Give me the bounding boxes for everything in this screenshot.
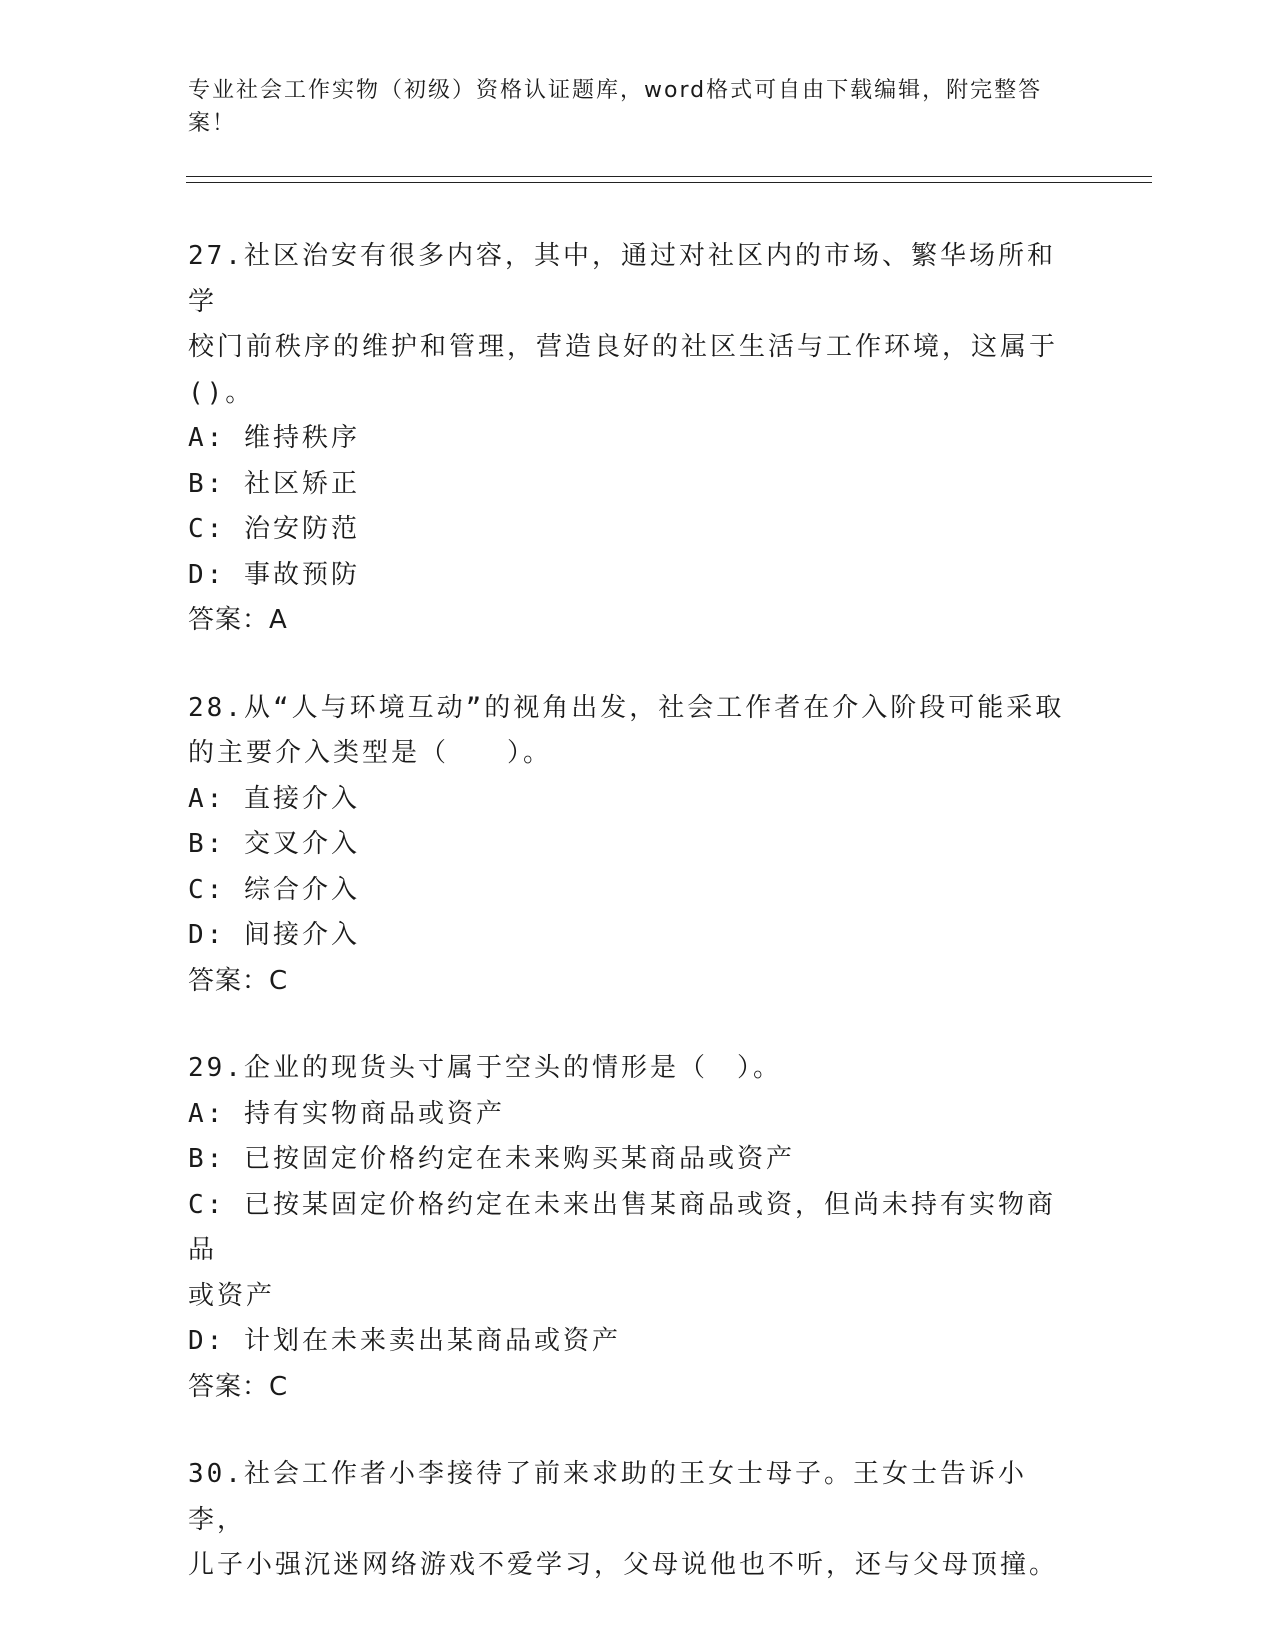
option-c: C: 已按某固定价格约定在未来出售某商品或资，但尚未持有实物商品	[188, 1189, 1056, 1265]
answer: 答案：A	[188, 605, 288, 635]
question-stem: 28.从“人与环境互动”的视角出发，社会工作者在介入阶段可能采取	[188, 692, 1065, 723]
question-stem: 儿子小强沉迷网络游戏不爱学习，父母说他也不听，还与父母顶撞。	[188, 1550, 1059, 1580]
option-b: B: 已按固定价格约定在未来购买某商品或资产	[188, 1144, 795, 1174]
option-a: A: 维持秩序	[188, 423, 360, 453]
question-stem: 校门前秩序的维护和管理，营造良好的社区生活与工作环境，这属于	[188, 332, 1059, 362]
option-b: B: 交叉介入	[188, 829, 360, 859]
question-stem: 27.社区治安有很多内容，其中，通过对社区内的市场、繁华场所和学	[188, 241, 1056, 317]
header-line: 专业社会工作实物（初级）资格认证题库，word格式可自由下载编辑，附完整答	[188, 78, 1043, 103]
option-d: D: 事故预防	[188, 559, 360, 590]
document-header	[188, 74, 1068, 140]
option-d: D: 计划在未来卖出某商品或资产	[188, 1326, 621, 1356]
option-c: C: 综合介入	[188, 874, 360, 905]
answer: 答案：C	[188, 1371, 289, 1402]
question-28	[188, 686, 1068, 1005]
question-30	[188, 1452, 1068, 1589]
option-b: B: 社区矫正	[188, 468, 360, 499]
question-29	[188, 1046, 1068, 1410]
option-c-continued: 或资产	[188, 1280, 276, 1311]
question-stem: 29.企业的现货头寸属于空头的情形是（ ）。	[188, 1053, 782, 1083]
header-divider	[186, 182, 1152, 183]
option-d: D: 间接介入	[188, 920, 360, 950]
question-stem: 30.社会工作者小李接待了前来求助的王女士母子。王女士告诉小李，	[188, 1459, 1027, 1535]
header-line: 案！	[188, 111, 237, 136]
answer: 答案：C	[188, 965, 289, 996]
question-list	[188, 234, 1068, 1631]
question-stem: ()。	[188, 377, 255, 408]
option-c: C: 治安防范	[188, 514, 360, 544]
option-a: A: 直接介入	[188, 783, 360, 814]
question-stem: 的主要介入类型是（ ）。	[188, 738, 553, 768]
question-27	[188, 234, 1068, 644]
header-divider	[186, 176, 1152, 177]
option-a: A: 持有实物商品或资产	[188, 1098, 505, 1129]
